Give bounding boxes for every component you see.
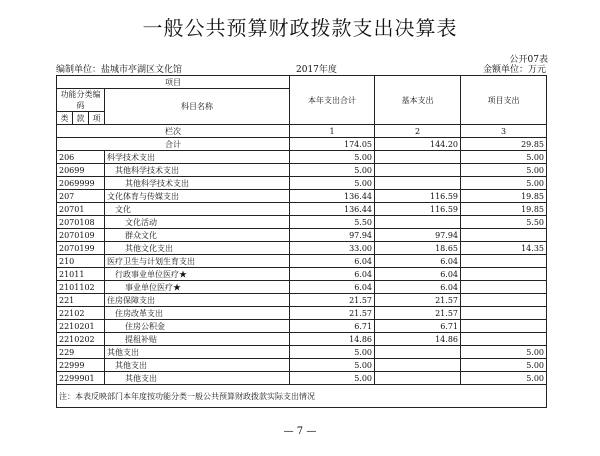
row-subject-name: 群众文化 bbox=[105, 229, 290, 242]
table-row bbox=[57, 242, 547, 255]
table-row bbox=[57, 346, 547, 359]
row-total-expense: 5.00 bbox=[290, 177, 375, 190]
row-total-expense: 5.00 bbox=[290, 372, 375, 385]
report-title: 一般公共预算财政拨款支出决算表 bbox=[142, 16, 458, 40]
row-subject-name: 文化 bbox=[105, 203, 290, 216]
table-note: 注：本表反映部门本年度按功能分类一般公共预算财政拨款实际支出情况 bbox=[57, 385, 547, 408]
total-c1: 174.05 bbox=[290, 138, 375, 151]
row-basic-expense bbox=[375, 372, 461, 385]
row-total-expense: 33.00 bbox=[290, 242, 375, 255]
header-col3: 项目支出 bbox=[461, 76, 547, 125]
row-subject-name: 住房保障支出 bbox=[105, 294, 290, 307]
row-basic-expense bbox=[375, 164, 461, 177]
row-subject-name: 文化体育与传媒支出 bbox=[105, 190, 290, 203]
row-total-expense: 136.44 bbox=[290, 203, 375, 216]
row-subject-name: 其他支出 bbox=[105, 359, 290, 372]
row-code: 22999 bbox=[57, 359, 105, 372]
row-basic-expense: 6.71 bbox=[375, 320, 461, 333]
row-basic-expense bbox=[375, 151, 461, 164]
lanci-3: 3 bbox=[461, 125, 547, 138]
row-total-expense: 14.86 bbox=[290, 333, 375, 346]
table-row bbox=[57, 294, 547, 307]
row-project-expense bbox=[461, 281, 547, 294]
table-row bbox=[57, 372, 547, 385]
row-basic-expense bbox=[375, 216, 461, 229]
row-total-expense: 136.44 bbox=[290, 190, 375, 203]
table-row bbox=[57, 190, 547, 203]
row-code: 22102 bbox=[57, 307, 105, 320]
row-project-expense: 5.00 bbox=[461, 164, 547, 177]
row-basic-expense bbox=[375, 346, 461, 359]
header-col2: 基本支出 bbox=[375, 76, 461, 125]
row-basic-expense: 6.04 bbox=[375, 281, 461, 294]
row-code: 20699 bbox=[57, 164, 105, 177]
row-code: 221 bbox=[57, 294, 105, 307]
row-code: 2069999 bbox=[57, 177, 105, 190]
row-total-expense: 5.50 bbox=[290, 216, 375, 229]
note-row bbox=[57, 385, 547, 408]
total-c3: 29.85 bbox=[461, 138, 547, 151]
lanci-label: 栏次 bbox=[57, 125, 290, 138]
row-project-expense bbox=[461, 333, 547, 346]
table-row bbox=[57, 203, 547, 216]
row-code: 2070108 bbox=[57, 216, 105, 229]
amount-unit: 金额单位：万元 bbox=[482, 65, 546, 75]
row-subject-name: 行政事业单位医疗★ bbox=[105, 268, 290, 281]
row-basic-expense: 14.86 bbox=[375, 333, 461, 346]
table-row bbox=[57, 307, 547, 320]
total-c2: 144.20 bbox=[375, 138, 461, 151]
row-project-expense: 5.00 bbox=[461, 372, 547, 385]
table-row bbox=[57, 164, 547, 177]
row-project-expense: 5.00 bbox=[461, 346, 547, 359]
header-lei: 类 bbox=[57, 112, 73, 125]
total-label: 合计 bbox=[57, 138, 290, 151]
row-subject-name: 事业单位医疗★ bbox=[105, 281, 290, 294]
table-row bbox=[57, 333, 547, 346]
compiling-unit: 编制单位：盐城市亭湖区文化馆 bbox=[56, 65, 183, 75]
row-total-expense: 5.00 bbox=[290, 346, 375, 359]
table-row bbox=[57, 229, 547, 242]
table-row bbox=[57, 281, 547, 294]
row-code: 2210202 bbox=[57, 333, 105, 346]
lanci-1: 1 bbox=[290, 125, 375, 138]
row-project-expense bbox=[461, 294, 547, 307]
row-basic-expense: 97.94 bbox=[375, 229, 461, 242]
row-total-expense: 5.00 bbox=[290, 359, 375, 372]
row-code: 2070199 bbox=[57, 242, 105, 255]
form-number: 公开07表 bbox=[509, 55, 548, 65]
row-subject-name: 其他支出 bbox=[105, 346, 290, 359]
row-basic-expense: 18.65 bbox=[375, 242, 461, 255]
header-xiang: 项 bbox=[89, 112, 105, 125]
table-row bbox=[57, 151, 547, 164]
row-basic-expense: 21.57 bbox=[375, 307, 461, 320]
header-func-code: 功能分类编码 bbox=[57, 89, 105, 112]
row-basic-expense: 116.59 bbox=[375, 203, 461, 216]
row-project-expense: 19.85 bbox=[461, 203, 547, 216]
row-code: 2299901 bbox=[57, 372, 105, 385]
row-basic-expense: 21.57 bbox=[375, 294, 461, 307]
row-basic-expense: 6.04 bbox=[375, 268, 461, 281]
row-total-expense: 97.94 bbox=[290, 229, 375, 242]
row-subject-name: 住房改革支出 bbox=[105, 307, 290, 320]
row-project-expense: 19.85 bbox=[461, 190, 547, 203]
row-subject-name: 提租补贴 bbox=[105, 333, 290, 346]
lanci-2: 2 bbox=[375, 125, 461, 138]
row-code: 2210201 bbox=[57, 320, 105, 333]
row-subject-name: 其他文化支出 bbox=[105, 242, 290, 255]
header-kuan: 款 bbox=[73, 112, 89, 125]
row-code: 210 bbox=[57, 255, 105, 268]
row-subject-name: 其他科学技术支出 bbox=[105, 164, 290, 177]
row-total-expense: 5.00 bbox=[290, 164, 375, 177]
row-subject-name: 文化活动 bbox=[105, 216, 290, 229]
row-code: 206 bbox=[57, 151, 105, 164]
row-subject-name: 其他科学技术支出 bbox=[105, 177, 290, 190]
row-project-expense: 5.50 bbox=[461, 216, 547, 229]
table-row bbox=[57, 255, 547, 268]
row-basic-expense: 116.59 bbox=[375, 190, 461, 203]
row-basic-expense bbox=[375, 359, 461, 372]
row-project-expense: 5.00 bbox=[461, 151, 547, 164]
row-total-expense: 6.04 bbox=[290, 255, 375, 268]
row-subject-name: 科学技术支出 bbox=[105, 151, 290, 164]
fiscal-year: 2017年度 bbox=[296, 65, 337, 75]
header-row-1 bbox=[57, 76, 547, 89]
row-project-expense: 5.00 bbox=[461, 359, 547, 372]
row-project-expense: 14.35 bbox=[461, 242, 547, 255]
row-total-expense: 6.04 bbox=[290, 268, 375, 281]
row-project-expense bbox=[461, 320, 547, 333]
row-basic-expense: 6.04 bbox=[375, 255, 461, 268]
table-row bbox=[57, 177, 547, 190]
header-item: 项目 bbox=[57, 76, 290, 89]
row-code: 2070109 bbox=[57, 229, 105, 242]
row-total-expense: 6.04 bbox=[290, 281, 375, 294]
lanci-row bbox=[57, 125, 547, 138]
row-code: 2101102 bbox=[57, 281, 105, 294]
row-total-expense: 6.71 bbox=[290, 320, 375, 333]
table-row bbox=[57, 216, 547, 229]
row-project-expense bbox=[461, 255, 547, 268]
total-row bbox=[57, 138, 547, 151]
row-subject-name: 住房公积金 bbox=[105, 320, 290, 333]
row-code: 21011 bbox=[57, 268, 105, 281]
row-subject-name: 医疗卫生与计划生育支出 bbox=[105, 255, 290, 268]
row-total-expense: 21.57 bbox=[290, 294, 375, 307]
row-code: 229 bbox=[57, 346, 105, 359]
row-project-expense bbox=[461, 229, 547, 242]
table-row bbox=[57, 268, 547, 281]
table-row bbox=[57, 359, 547, 372]
report-meta bbox=[56, 62, 546, 74]
page-number: — 7 — bbox=[283, 426, 317, 437]
budget-table bbox=[56, 75, 547, 408]
table-row bbox=[57, 320, 547, 333]
row-code: 207 bbox=[57, 190, 105, 203]
row-project-expense bbox=[461, 268, 547, 281]
row-code: 20701 bbox=[57, 203, 105, 216]
row-project-expense: 5.00 bbox=[461, 177, 547, 190]
row-basic-expense bbox=[375, 177, 461, 190]
row-project-expense bbox=[461, 307, 547, 320]
row-subject-name: 其他支出 bbox=[105, 372, 290, 385]
row-total-expense: 5.00 bbox=[290, 151, 375, 164]
header-subject-name: 科目名称 bbox=[105, 89, 290, 125]
header-col1: 本年支出合计 bbox=[290, 76, 375, 125]
row-total-expense: 21.57 bbox=[290, 307, 375, 320]
